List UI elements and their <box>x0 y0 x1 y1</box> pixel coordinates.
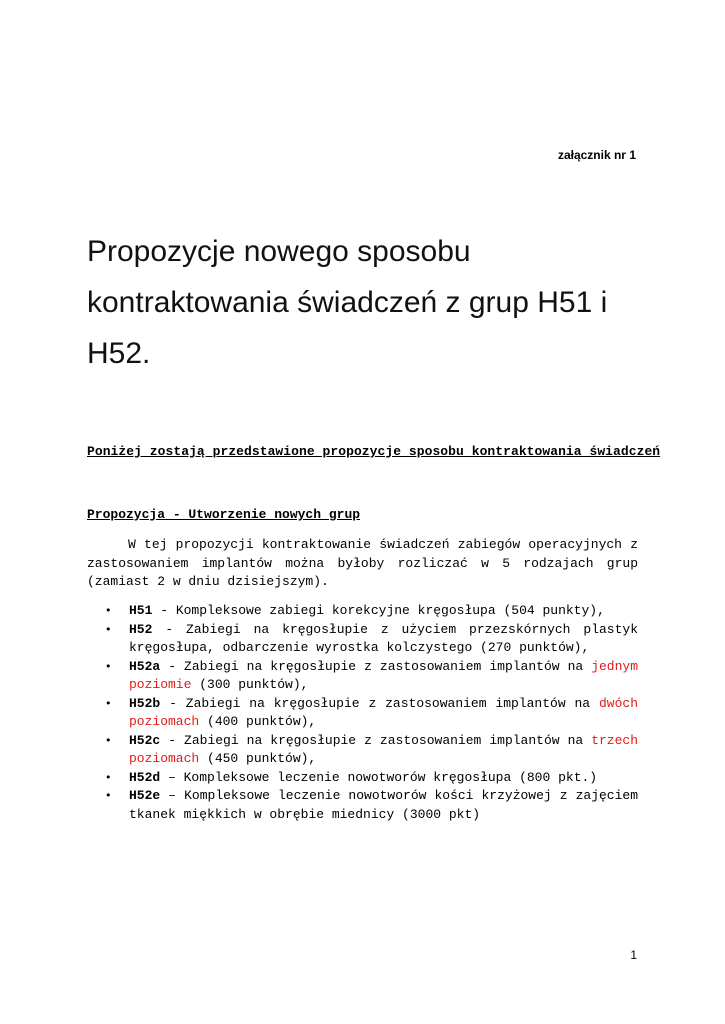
list-item <box>87 732 638 769</box>
group-code: H52d <box>129 769 161 785</box>
bullet-icon: • <box>105 659 112 673</box>
bullet-icon: • <box>105 789 112 802</box>
group-description: Zabiegi na kręgosłupie z użyciem przezskórnych plastyk kręgosłupa, odbarczenie wyrostka kolczystego (270 punktów), <box>129 621 638 655</box>
group-points: (300 punktów), <box>191 677 309 692</box>
group-separator: - <box>152 603 176 618</box>
group-description: Zabiegi na kręgosłupie z zastosowaniem implantów na <box>185 695 599 711</box>
group-separator: - <box>160 695 186 711</box>
group-code: H52a <box>129 658 161 674</box>
group-separator: – <box>160 769 184 785</box>
intro-text: W tej propozycji kontraktowanie świadczeń zabiegów operacyjnych z zastosowaniem implantów można byłoby rozliczać w 5 rodzajach grup (zamiast 2 w dniu dzisiejszym). <box>87 537 638 589</box>
list-item <box>87 769 638 788</box>
document-title: Propozycje nowego sposobu kontraktowania świadczeń z grup H51 i H52. <box>87 235 608 370</box>
group-code: H52b <box>129 695 161 711</box>
group-points: (400 punktów), <box>199 714 317 729</box>
subheading: Poniżej zostają przedstawione propozycje sposobu kontraktowania świadczeń <box>87 444 661 459</box>
group-separator: – <box>160 788 185 803</box>
group-separator: - <box>152 621 187 637</box>
list-item <box>87 787 638 824</box>
group-description: Zabiegi na kręgosłupie z zastosowaniem implantów na <box>184 658 592 674</box>
group-description: Zabiegi na kręgosłupie z zastosowaniem implantów na <box>184 732 592 748</box>
group-separator: - <box>160 658 185 674</box>
level-highlight: jednym poziomie <box>129 658 638 692</box>
group-description: Kompleksowe leczenie nowotworów kręgosłupa (800 pkt.) <box>183 769 598 785</box>
group-code: H52c <box>129 732 161 748</box>
bullet-icon: • <box>105 770 112 784</box>
list-item <box>87 621 638 658</box>
group-separator: - <box>160 732 185 748</box>
intro-paragraph <box>87 536 638 592</box>
section-title: Propozycja - Utworzenie nowych grup <box>87 507 361 522</box>
list-item <box>87 658 638 695</box>
group-list <box>87 602 638 824</box>
group-code: H51 <box>129 603 153 618</box>
bullet-icon: • <box>105 733 112 747</box>
list-item <box>87 695 638 732</box>
page-number: 1 <box>630 948 637 962</box>
group-description: Kompleksowe zabiegi korekcyjne kręgosłupa (504 punkty), <box>175 603 605 618</box>
level-highlight: dwóch poziomach <box>129 695 638 729</box>
level-highlight: trzech poziomach <box>129 732 638 766</box>
group-code: H52 <box>129 621 153 637</box>
group-points: (450 punktów), <box>199 751 317 766</box>
annex-label: załącznik nr 1 <box>557 148 636 162</box>
list-item <box>87 602 638 621</box>
group-code: H52e <box>129 788 161 803</box>
bullet-icon: • <box>105 696 112 710</box>
bullet-icon: • <box>105 604 112 617</box>
bullet-icon: • <box>105 622 112 636</box>
group-description: Kompleksowe leczenie nowotworów kości krzyżowej z zajęciem tkanek miękkich w obrębie miednicy (3000 pkt) <box>129 788 639 822</box>
